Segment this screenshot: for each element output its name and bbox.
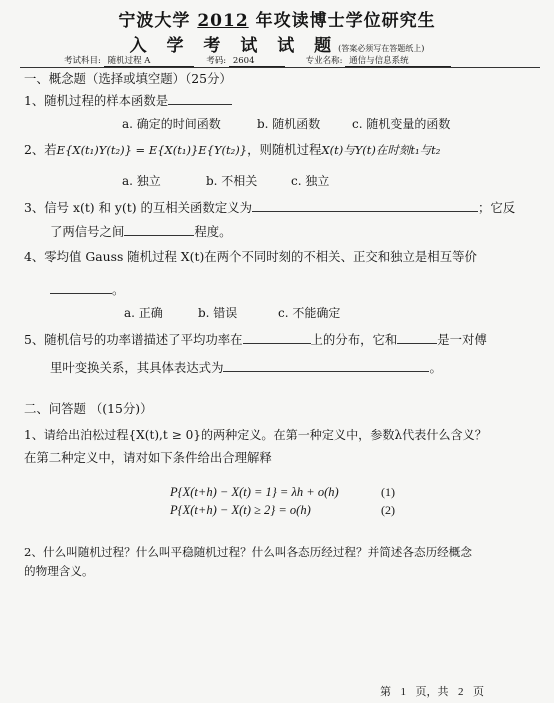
q5-text-a: 5、随机信号的功率谱描述了平均功率在 [24, 332, 243, 347]
section2-title: 二、问答题 （(15分)） [24, 401, 153, 416]
q4-option-b: b. 错误 [198, 306, 238, 320]
q1-option-c: c. 随机变量的函数 [352, 117, 451, 131]
exam-info-line [64, 54, 451, 67]
s2-q1-line1: 1、请给出泊松过程{X(t),t ≥ 0}的两种定义。在第一种定义中，参数λ代表什么含义？ [24, 428, 487, 442]
q5-answer-blank-3 [223, 359, 429, 372]
q5-line1 [24, 331, 487, 348]
q3-answer-blank-1 [252, 199, 478, 212]
footer-pre: 第 [380, 685, 391, 698]
s2-q2-line2: 的物理含义。 [24, 564, 94, 578]
major-label: 专业名称: [305, 56, 343, 66]
major-value: 通信与信息系统 [345, 54, 451, 67]
section1-title: 一、概念题（选择或填空题）（25分） [24, 71, 232, 86]
q4-line1: 4、零均值 Gauss 随机过程 X(t)在两个不同时刻的不相关、正交和独立是相互等价 [24, 249, 477, 264]
q5-answer-blank-1 [243, 331, 311, 344]
s2-q1-line2: 在第二种定义中，请对如下条件给出合理解释 [24, 450, 272, 465]
q3-text-b: ；它反 [478, 200, 516, 215]
q3-answer-blank-2 [124, 223, 194, 236]
exam-subtitle [0, 31, 554, 56]
s2-q1-equation-number-2: (2) [381, 503, 395, 517]
q4-text-b: 。 [112, 282, 125, 297]
code-value: 2604 [229, 56, 285, 67]
q2-formula: E{X(t₁)Y(t₂)} = E{X(t₁)}E{Y(t₂)} [56, 143, 248, 157]
q5-text-e: 。 [429, 360, 442, 375]
exam-title [0, 6, 554, 31]
q3-text-c: 了两信号之间 [50, 224, 125, 239]
subtitle-main: 入 学 考 试 试 题 [129, 36, 339, 56]
title-prefix: 宁波大学 [118, 11, 191, 31]
q2-suffix: X(t)与Y(t)在时刻t₁与t₂ [321, 143, 441, 157]
q2-prefix: 2、若 [24, 142, 57, 157]
q3-line2 [50, 223, 232, 240]
q4-option-a: a. 正确 [124, 306, 163, 320]
q3-line1 [24, 199, 515, 216]
q5-answer-blank-2 [397, 331, 437, 344]
subject-label: 考试科目: [64, 56, 101, 66]
q3-text-a: 3、信号 x(t) 和 y(t) 的互相关函数定义为 [24, 200, 252, 215]
subtitle-note: (答案必须写在答题纸上) [338, 44, 425, 53]
q1-answer-blank [168, 92, 232, 105]
q4-answer-blank [50, 281, 112, 294]
q4-option-c: c. 不能确定 [278, 306, 341, 320]
header-divider [20, 67, 540, 68]
q1-stem: 1、随机过程的样本函数是 [24, 93, 169, 108]
footer-post: 页 [473, 685, 484, 698]
q5-text-d: 里叶变换关系，其具体表达式为 [50, 360, 224, 375]
q2-text [24, 142, 440, 158]
footer-page-number: 1 [400, 686, 406, 698]
subject-value: 随机过程 A [104, 54, 194, 67]
s2-q1-equation-number-1: (1) [381, 485, 395, 499]
s2-q1-formula-2: P{X(t+h) − X(t) ≥ 2} = o(h) [170, 503, 311, 517]
q2-option-b: b. 不相关 [206, 174, 258, 188]
q1-option-a: a. 确定的时间函数 [122, 117, 221, 131]
q5-text-c: 是一对傅 [437, 332, 487, 347]
title-year: 2012 [197, 11, 249, 31]
footer-mid: 页，共 [415, 685, 449, 698]
s2-q1-formula-1: P{X(t+h) − X(t) = 1} = λh + o(h) [170, 485, 339, 499]
q2-option-a: a. 独立 [122, 174, 161, 188]
code-label: 考码: [206, 56, 227, 66]
q5-text-b: 上的分布，它和 [310, 332, 398, 347]
q1-text [24, 92, 232, 109]
footer-page-total: 2 [458, 686, 464, 698]
q1-option-b: b. 随机函数 [257, 117, 321, 131]
q5-line2 [50, 359, 442, 376]
q4-line2 [50, 281, 124, 298]
s2-q2-line1: 2、什么叫随机过程？什么叫平稳随机过程？什么叫各态历经过程？并简述各态历经概念 [24, 545, 472, 559]
q2-middle: ，则随机过程 [247, 142, 322, 157]
page-footer [380, 683, 484, 699]
q3-text-d: 程度。 [194, 224, 232, 239]
title-suffix: 年攻读博士学位研究生 [255, 11, 436, 31]
q2-option-c: c. 独立 [291, 174, 330, 188]
